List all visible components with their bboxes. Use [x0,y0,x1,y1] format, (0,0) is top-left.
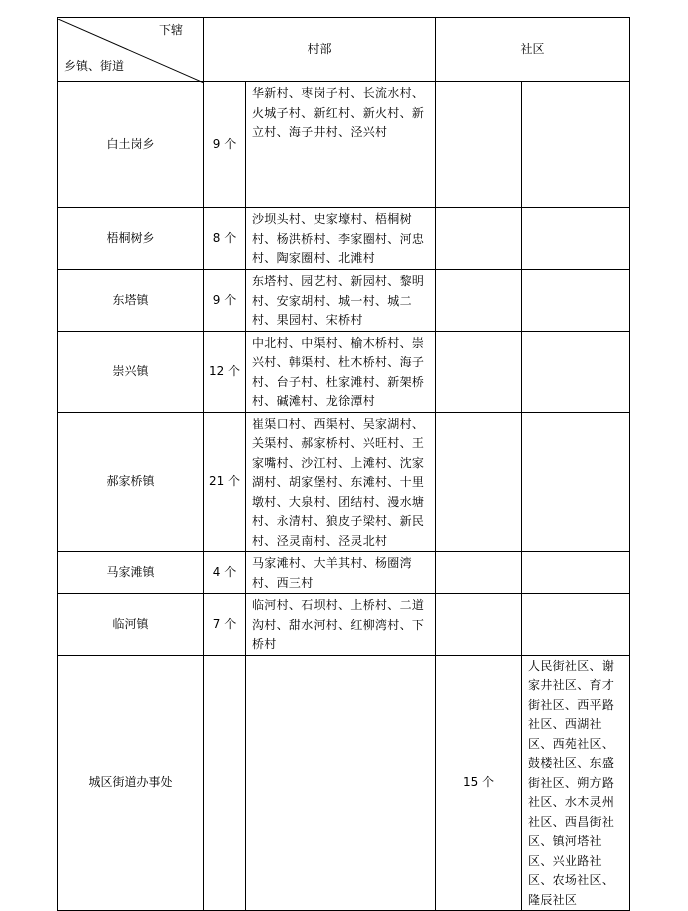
table-row [58,82,630,208]
community-count [436,208,522,270]
community-count [436,412,522,552]
village-count: 8 个 [204,208,246,270]
table-row [58,594,630,656]
village-list: 中北村、中渠村、榆木桥村、崇兴村、韩渠村、杜木桥村、海子村、台子村、杜家滩村、新架桥村、碱滩村、龙徐潭村 [246,331,436,412]
village-list: 崔渠口村、西渠村、吴家湖村、关渠村、郝家桥村、兴旺村、王家嘴村、沙江村、上滩村、沈家湖村、胡家堡村、东滩村、十里墩村、大泉村、团结村、漫水塘村、永清村、狼皮子梁村、新民村、泾灵南村、泾灵北村 [246,412,436,552]
township-name: 马家滩镇 [58,552,204,594]
village-list [246,655,436,911]
community-count [436,270,522,332]
village-count: 12 个 [204,331,246,412]
administrative-divisions-table [57,17,630,911]
villages-column-header: 村部 [204,18,436,82]
village-count: 9 个 [204,82,246,208]
community-list [522,270,630,332]
community-list [522,331,630,412]
township-name: 崇兴镇 [58,331,204,412]
community-list [522,412,630,552]
table-row [58,412,630,552]
community-list [522,208,630,270]
community-list [522,552,630,594]
table-row [58,331,630,412]
diagonal-header-top: 下辖 [158,22,183,37]
village-count: 21 个 [204,412,246,552]
table-row [58,208,630,270]
community-count [436,552,522,594]
village-list: 东塔村、园艺村、新园村、黎明村、安家胡村、城一村、城二村、果园村、宋桥村 [246,270,436,332]
village-list: 华新村、枣岗子村、长流水村、火城子村、新红村、新火村、新立村、海子井村、泾兴村 [246,82,436,208]
diagonal-header-bottom: 乡镇、街道 [64,58,125,73]
community-column-header: 社区 [436,18,630,82]
village-count: 7 个 [204,594,246,656]
township-name: 梧桐树乡 [58,208,204,270]
community-count: 15 个 [436,655,522,911]
table-row [58,655,630,911]
township-name: 郝家桥镇 [58,412,204,552]
village-list: 沙坝头村、史家壕村、梧桐树村、杨洪桥村、李家圈村、河忠村、陶家圈村、北滩村 [246,208,436,270]
community-list [522,82,630,208]
header-row [58,18,630,82]
community-list [522,594,630,656]
township-name: 东塔镇 [58,270,204,332]
village-count: 9 个 [204,270,246,332]
village-count: 4 个 [204,552,246,594]
township-name: 白土岗乡 [58,82,204,208]
village-count [204,655,246,911]
village-list: 临河村、石坝村、上桥村、二道沟村、甜水河村、红柳湾村、下桥村 [246,594,436,656]
community-count [436,331,522,412]
diagonal-header-cell [58,18,204,82]
table-row [58,270,630,332]
township-name: 临河镇 [58,594,204,656]
table-row [58,552,630,594]
community-list: 人民街社区、谢家井社区、育才街社区、西平路社区、西湖社区、西苑社区、鼓楼社区、东盛街社区、朔方路社区、水木灵州社区、西昌街社区、镇河塔社区、兴业路社区、农场社区、隆辰社区 [522,655,630,911]
township-name: 城区街道办事处 [58,655,204,911]
village-list: 马家滩村、大羊其村、杨圈湾村、西三村 [246,552,436,594]
community-count [436,594,522,656]
community-count [436,82,522,208]
